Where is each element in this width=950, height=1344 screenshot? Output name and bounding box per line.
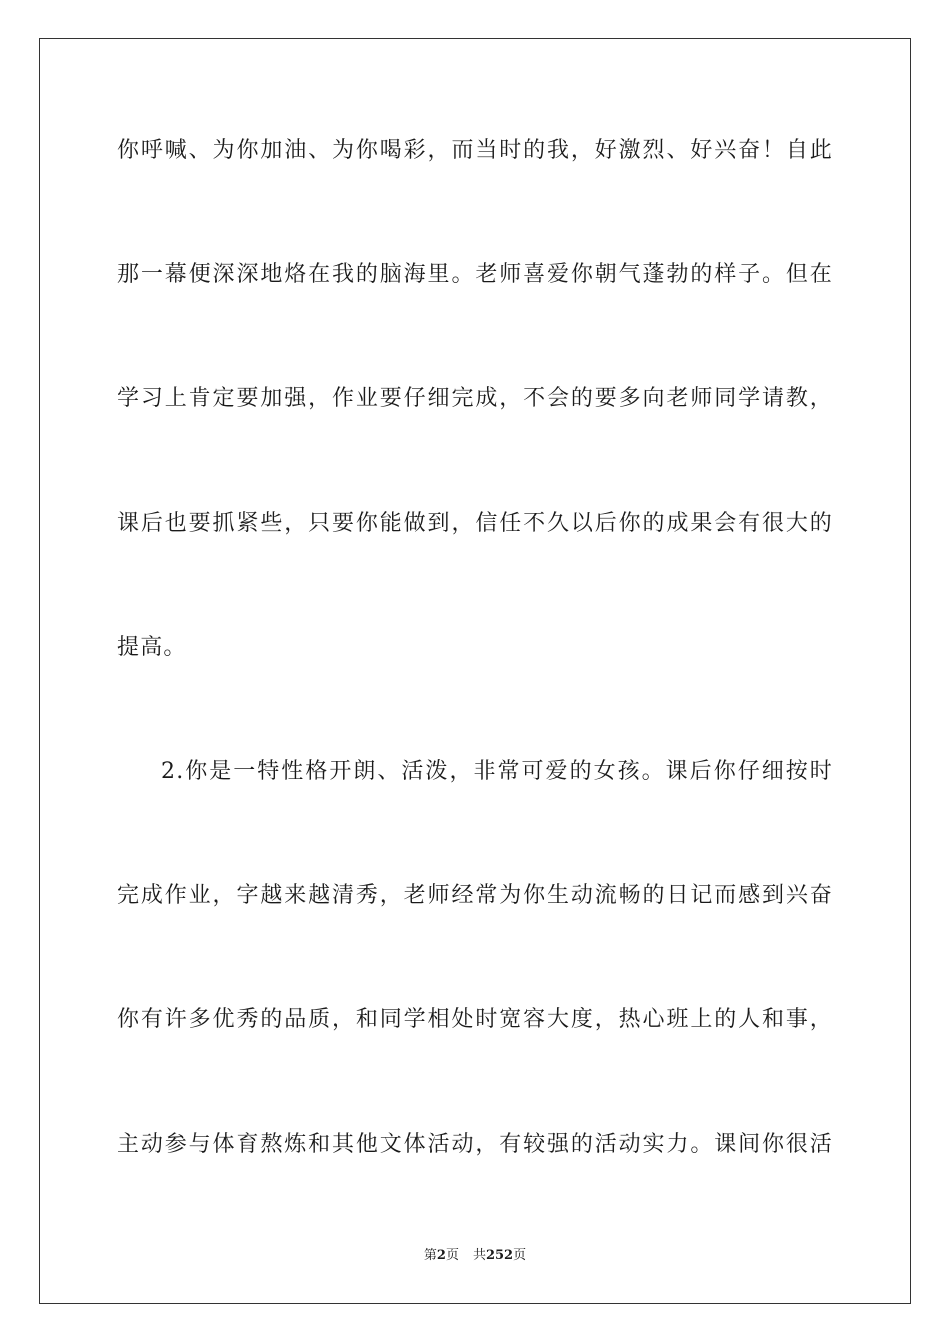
page-prefix: 第	[423, 1248, 437, 1263]
text-line-4: 课后也要抓紧些，只要你能做到，信任不久以后你的成果会有很大的	[117, 511, 833, 536]
page-number: 2	[436, 1248, 446, 1263]
text-line-3: 学习上肯定要加强，作业要仔细完成，不会的要多向老师同学请教，	[117, 386, 833, 411]
paragraph-2-first-line: 2.你是一特性格开朗、活泼，非常可爱的女孩。课后你仔细按时	[161, 759, 833, 784]
total-prefix: 共	[472, 1248, 486, 1263]
page-border	[39, 38, 911, 1304]
total-pages: 252	[485, 1248, 514, 1263]
text-line-2: 那一幕便深深地烙在我的脑海里。老师喜爱你朝气蓬勃的样子。但在	[117, 262, 833, 287]
total-suffix: 页	[513, 1248, 527, 1263]
text-line-9: 主动参与体育熬炼和其他文体活动，有较强的活动实力。课间你很活	[117, 1132, 833, 1157]
text-line-8: 你有许多优秀的品质，和同学相处时宽容大度，热心班上的人和事，	[117, 1007, 833, 1032]
page-footer	[0, 1247, 950, 1265]
page-suffix: 页	[445, 1248, 459, 1263]
text-line-1: 你呼喊、为你加油、为你喝彩，而当时的我，好激烈、好兴奋！自此	[117, 138, 833, 163]
text-line-5: 提高。	[117, 635, 187, 660]
text-line-7: 完成作业，字越来越清秀，老师经常为你生动流畅的日记而感到兴奋	[117, 883, 833, 908]
